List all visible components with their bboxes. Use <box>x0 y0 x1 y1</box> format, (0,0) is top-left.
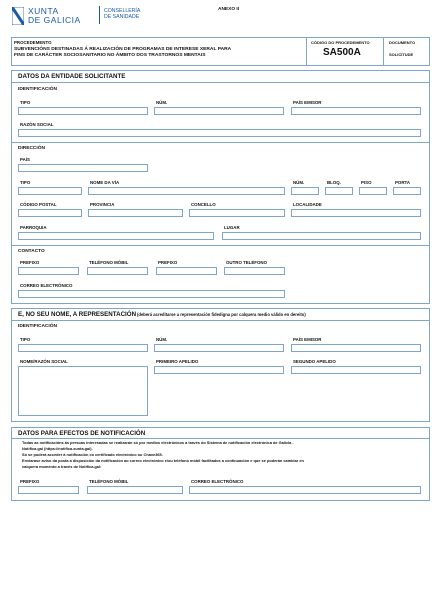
logo-text-line1: XUNTA <box>28 6 59 16</box>
representation-section-title: E, NO SEU NOME, A REPRESENTACIÓN <box>18 311 137 318</box>
prefixo-label: PREFIXO <box>20 260 40 265</box>
prefixo-field[interactable] <box>18 267 79 275</box>
notification-section-title: DATOS PARA EFECTOS DE NOTIFICACIÓN <box>18 430 146 437</box>
codigo-postal-field[interactable] <box>18 209 82 217</box>
notif-telefono-movil-label: TELÉFONO MÓBIL <box>89 479 129 484</box>
contact-heading: CONTACTO <box>18 249 45 254</box>
localidade-label: LOCALIDADE <box>293 202 322 207</box>
nome-via-field[interactable] <box>88 187 285 195</box>
procedure-divider-2 <box>383 37 384 66</box>
notification-text-line2: Notifica.gal (https://notifica.xunta.gal). <box>22 446 93 451</box>
codigo-postal-label: CÓDIGO POSTAL <box>20 202 57 207</box>
tipo-label: TIPO <box>20 100 31 105</box>
representation-title-rule <box>11 320 430 321</box>
procedure-label: PROCEDEMENTO <box>14 40 52 45</box>
direction-heading: DIRECCIÓN <box>18 146 45 151</box>
galicia-flag-icon <box>12 7 24 25</box>
xunta-logo <box>12 6 102 26</box>
tipo-via-field[interactable] <box>18 187 82 195</box>
document-value: SOLICITUDE <box>389 52 414 57</box>
telefono-movil-label: TELÉFONO MÓBIL <box>89 260 129 265</box>
razon-social-label: RAZÓN SOCIAL <box>20 122 54 127</box>
num-via-label: NÚM. <box>293 180 305 185</box>
prefixo2-label: PREFIXO <box>158 260 178 265</box>
num-via-field[interactable] <box>291 187 319 195</box>
porta-field[interactable] <box>393 187 421 195</box>
outro-telefono-label: OUTRO TELÉFONO <box>226 260 267 265</box>
rep-pais-emisor-field[interactable] <box>291 344 421 352</box>
outro-telefono-field[interactable] <box>224 267 285 275</box>
piso-field[interactable] <box>359 187 387 195</box>
bloq-label: BLOQ. <box>327 180 341 185</box>
razon-social-field[interactable] <box>18 129 421 137</box>
applicant-title-rule <box>11 82 430 83</box>
identification-heading: IDENTIFICACIÓN <box>18 87 57 92</box>
tipo-via-label: TIPO <box>20 180 31 185</box>
rep-pais-emisor-label: PAÍS EMISOR <box>293 337 322 342</box>
rep-nome-label: NOME/RAZÓN SOCIAL <box>20 359 68 364</box>
procedure-code: SA500A <box>323 47 361 58</box>
logo-text-line2: DE GALICIA <box>28 15 81 25</box>
pais-label: PAÍS <box>20 157 30 162</box>
correo-label: CORREO ELECTRÓNICO <box>20 283 73 288</box>
logo-divider <box>99 6 100 24</box>
applicant-section-title: DATOS DA ENTIDADE SOLICITANTE <box>18 73 126 80</box>
rep-num-field[interactable] <box>154 344 284 352</box>
department-line2: DE SANIDADE <box>104 14 140 20</box>
notification-title-rule <box>11 438 430 439</box>
pais-emisor-field[interactable] <box>291 107 421 115</box>
annex-label: ANEXO II <box>218 7 240 12</box>
procedure-divider-1 <box>306 37 307 66</box>
direction-rule <box>11 142 430 143</box>
rep-primeiro-apelido-label: PRIMEIRO APELIDO <box>156 359 199 364</box>
localidade-field[interactable] <box>291 209 421 217</box>
rep-tipo-label: TIPO <box>20 337 31 342</box>
representation-section-subtitle: (deberá acreditarse a representación fidedigna por calquera medio válido en dereito) <box>137 312 306 317</box>
pais-field[interactable] <box>18 164 148 172</box>
procedure-title-line1: SUBVENCIÓNS DESTINADAS Á REALIZACIÓN DE PROGRAMAS DE INTERESE XERAL PARA <box>14 47 232 52</box>
rep-primeiro-apelido-field[interactable] <box>154 366 284 374</box>
rep-num-label: NÚM. <box>156 337 168 342</box>
parroquia-label: PARROQUIA <box>20 225 47 230</box>
notif-correo-field[interactable] <box>189 486 421 494</box>
contact-rule <box>11 245 430 246</box>
notif-prefixo-field[interactable] <box>18 486 79 494</box>
porta-label: PORTA <box>395 180 411 185</box>
tipo-field[interactable] <box>18 107 148 115</box>
parroquia-field[interactable] <box>18 232 214 240</box>
rep-segundo-apelido-label: SEGUNDO APELIDO <box>293 359 336 364</box>
department-line1: CONSELLERÍA <box>104 8 141 14</box>
notification-text-line5: calquera momento a través de Notifica.gal: <box>22 464 102 469</box>
rep-segundo-apelido-field[interactable] <box>291 366 421 374</box>
nome-via-label: NOME DA VÍA <box>90 180 120 185</box>
piso-label: PISO <box>361 180 372 185</box>
num-field[interactable] <box>154 107 284 115</box>
correo-field[interactable] <box>18 290 285 298</box>
concello-label: CONCELLO <box>191 202 216 207</box>
lugar-label: LUGAR <box>224 225 240 230</box>
notification-text-line4: Enviarase aviso da posta á disposición da notificación ao correo electrónico e/ou teléfono móbil facilitados a continuación e que se poderán cambiar en <box>22 458 304 463</box>
rep-nome-field[interactable] <box>18 366 148 416</box>
provincia-field[interactable] <box>88 209 183 217</box>
notif-correo-label: CORREO ELECTRÓNICO <box>191 479 244 484</box>
pais-emisor-label: PAÍS EMISOR <box>293 100 322 105</box>
notif-telefono-movil-field[interactable] <box>87 486 183 494</box>
procedure-title-line2: FINS DE CARÁCTER SOCIOSANITARIO NO ÁMBITO DOS TRASTORNOS MENTAIS <box>14 53 206 58</box>
prefixo2-field[interactable] <box>156 267 217 275</box>
lugar-field[interactable] <box>222 232 421 240</box>
provincia-label: PROVINCIA <box>90 202 115 207</box>
concello-field[interactable] <box>189 209 285 217</box>
rep-tipo-field[interactable] <box>18 344 148 352</box>
telefono-movil-field[interactable] <box>87 267 148 275</box>
notification-text-line3: Só se poderá acceder á notificación co certificado electrónico ou Chave365. <box>22 452 163 457</box>
rep-identification-heading: IDENTIFICACIÓN <box>18 324 57 329</box>
num-label: NÚM. <box>156 100 168 105</box>
notification-text-line1: Todas as notificacións ás persoas interesadas se realizarán só por medios electrónicos a través do Sistema de notificación electrónica de Galicia - <box>22 440 294 445</box>
document-label: DOCUMENTO <box>389 40 416 45</box>
procedure-code-label: CÓDIGO DO PROCEDEMENTO <box>311 40 370 45</box>
bloq-field[interactable] <box>325 187 353 195</box>
notif-prefixo-label: PREFIXO <box>20 479 40 484</box>
